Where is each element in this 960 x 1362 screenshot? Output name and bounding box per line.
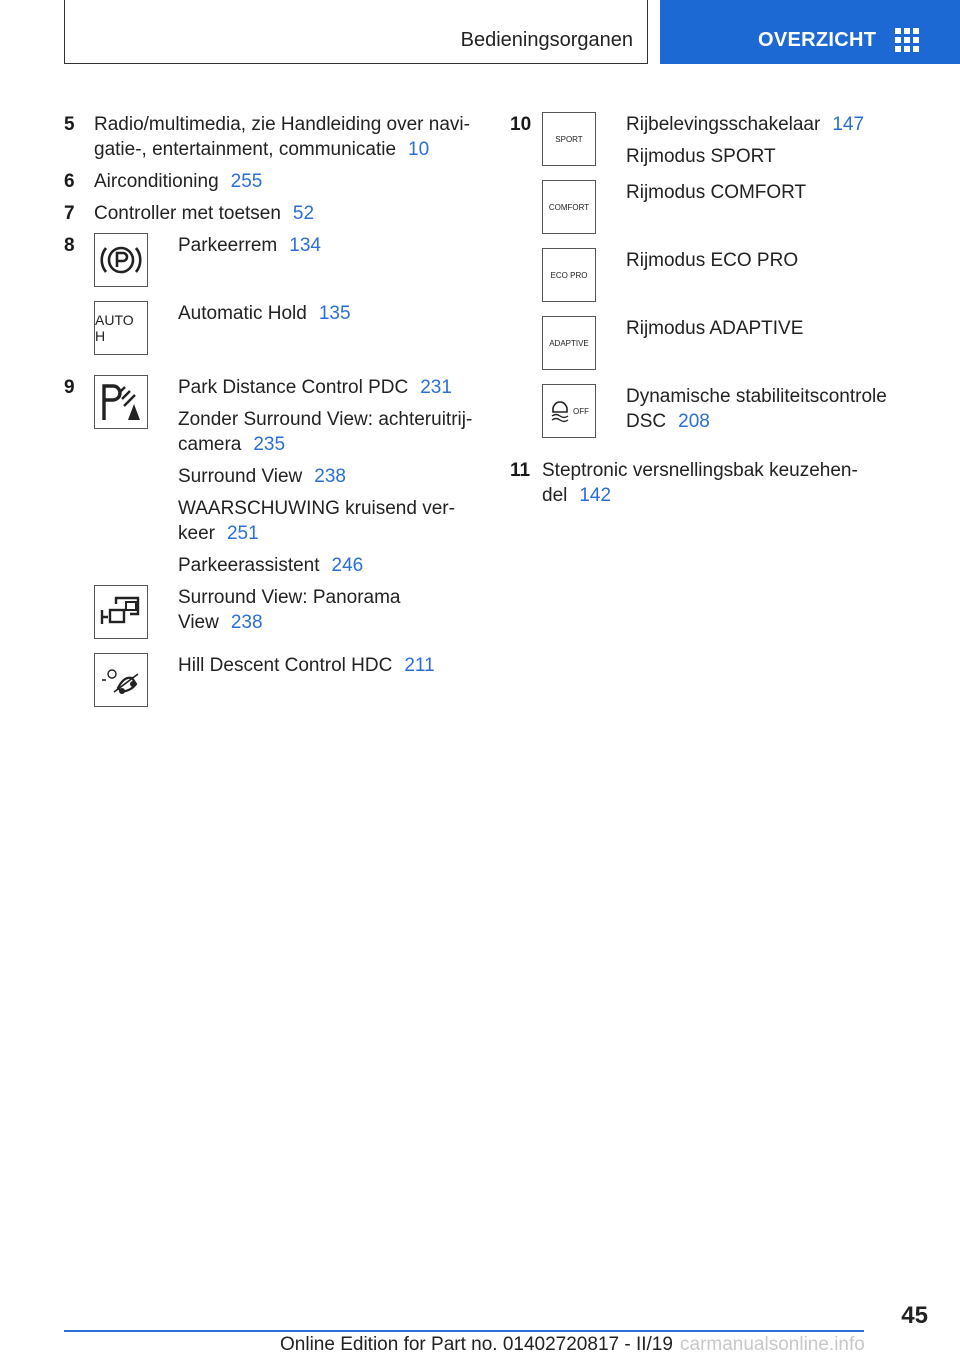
pdc-icon [94, 375, 148, 429]
item-number: 5 [64, 114, 75, 135]
item-number: 9 [64, 377, 75, 398]
page-link[interactable]: 10 [408, 139, 430, 160]
item-10 [510, 112, 910, 458]
item-text: keer [178, 523, 215, 544]
header-section-box [64, 0, 648, 64]
item-text: Parkeerassistent [178, 555, 320, 576]
item-text: Rijmodus SPORT [626, 146, 776, 167]
surround-view-camera-icon [94, 585, 148, 639]
item-text: Parkeerrem [178, 235, 278, 256]
item-text: Steptronic versnellingsbak keuzehen- [542, 460, 858, 481]
page-link[interactable]: 211 [404, 655, 435, 676]
item-number: 6 [64, 171, 75, 192]
item-number: 10 [510, 114, 532, 135]
item-number: 8 [64, 235, 75, 256]
item-text: del [542, 485, 568, 506]
item-9 [64, 375, 484, 721]
dsc-off-icon: OFF [542, 384, 596, 438]
item-text: Radio/multimedia, zie Handleiding over navi- [94, 114, 470, 135]
item-text: Zonder Surround View: achteruitrij- [178, 409, 473, 430]
parking-brake-icon [94, 233, 148, 287]
item-text: camera [178, 434, 242, 455]
item-number: 11 [510, 460, 531, 481]
sport-mode-icon: SPORT [542, 112, 596, 166]
page-link[interactable]: 246 [331, 555, 364, 576]
section-title: Bedieningsorganen [460, 29, 633, 51]
footer-divider [64, 1330, 864, 1332]
item-text: Surround View: Panorama [178, 587, 401, 608]
page-link[interactable]: 208 [678, 411, 710, 432]
item-text: Park Distance Control PDC [178, 377, 409, 398]
page-link[interactable]: 251 [226, 523, 259, 544]
item-number: 7 [64, 203, 75, 224]
page-link[interactable]: 135 [318, 303, 351, 324]
item-text: Rijbelevingsschakelaar [626, 114, 821, 135]
item-text: Surround View [178, 466, 303, 487]
comfort-mode-icon: COMFORT [542, 180, 596, 234]
item-text: WAARSCHUWING kruisend ver- [178, 498, 455, 519]
left-column [64, 112, 484, 721]
page-link[interactable]: 134 [289, 235, 321, 256]
page-link[interactable]: 52 [292, 203, 315, 224]
auto-hold-icon: AUTO H [94, 301, 148, 355]
item-text: Hill Descent Control HDC [178, 655, 393, 676]
item-text: Rijmodus COMFORT [626, 182, 807, 203]
item-text: gatie-, entertainment, communicatie [94, 139, 397, 160]
item-text: Dynamische stabiliteitscontrole [626, 386, 887, 407]
page-link[interactable]: 147 [832, 114, 865, 135]
item-5 [64, 112, 484, 162]
hill-descent-icon [94, 653, 148, 707]
item-7 [64, 201, 484, 226]
page-link[interactable]: 238 [314, 466, 346, 487]
item-8 [64, 233, 484, 375]
page-link[interactable]: 142 [579, 485, 612, 506]
item-6 [64, 169, 484, 194]
footer-edition-text: Online Edition for Part no. 01402720817 - II/19 [280, 1334, 673, 1355]
item-text: Controller met toetsen [94, 203, 281, 224]
adaptive-mode-icon: ADAPTIVE [542, 316, 596, 370]
item-text: Rijmodus ADAPTIVE [626, 318, 804, 339]
grid-menu-icon[interactable] [895, 28, 919, 52]
item-text: Rijmodus ECO PRO [626, 250, 799, 271]
item-text: Airconditioning [94, 171, 219, 192]
item-text: Automatic Hold [178, 303, 307, 324]
page-number: 45 [901, 1302, 928, 1329]
item-text: DSC [626, 411, 667, 432]
watermark: carmanualsonline.info [680, 1334, 865, 1355]
eco-pro-mode-icon: ECO PRO [542, 248, 596, 302]
chapter-tab[interactable] [660, 0, 960, 64]
page-link[interactable]: 235 [253, 434, 286, 455]
page-link[interactable]: 231 [420, 377, 452, 398]
chapter-title: OVERZICHT [758, 29, 877, 51]
right-column [510, 112, 910, 508]
page-link[interactable]: 255 [230, 171, 263, 192]
item-text: View [178, 612, 219, 633]
item-11 [510, 458, 910, 508]
page-link[interactable]: 238 [230, 612, 263, 633]
